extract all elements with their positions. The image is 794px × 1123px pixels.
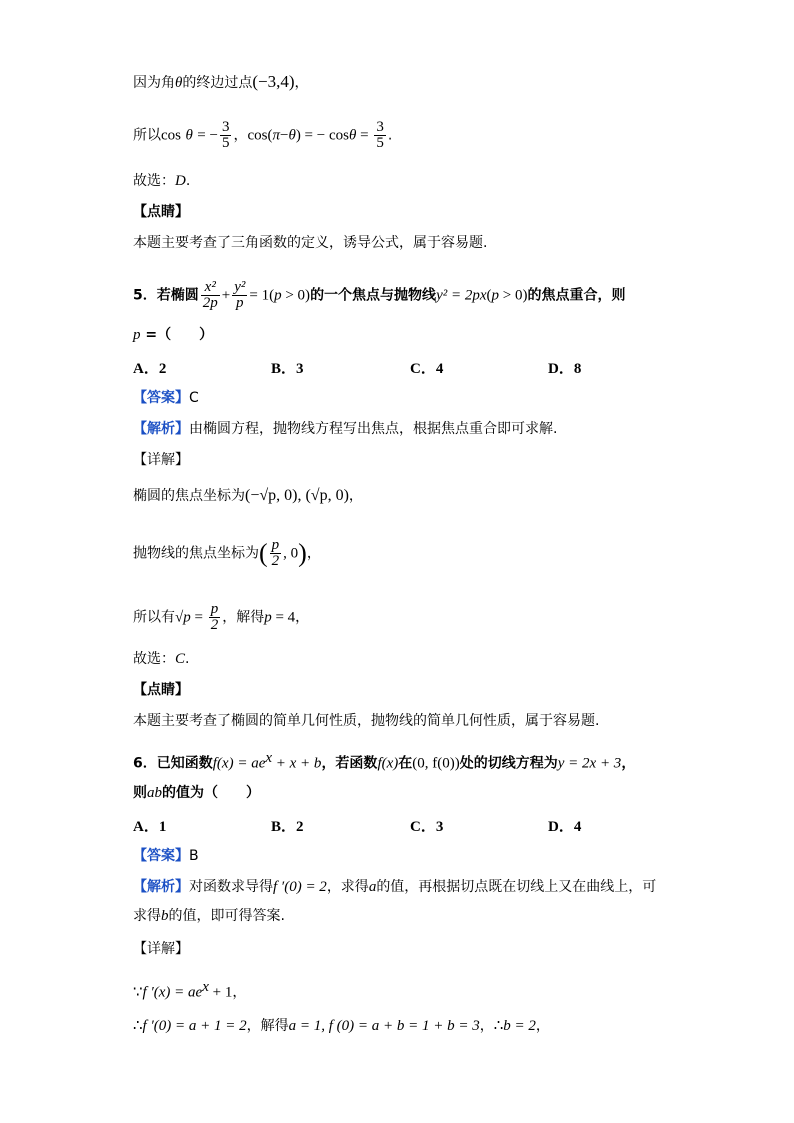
text: . [387,127,393,144]
text: 的焦点重合，则 [527,287,626,304]
math: y² = 2 [436,287,473,304]
math: b [161,908,169,924]
fraction [270,538,282,569]
math: > 0) [281,287,311,304]
question-6 [133,748,635,774]
analysis-tag: 【解析】 [133,879,189,895]
text: 本题主要考查了三角函数的定义，诱导公式，属于容易题. [133,235,488,251]
text: 求得 [133,908,161,924]
numerator: p [210,601,219,617]
question-6-cont [133,783,260,803]
math: p [264,609,272,626]
text: 的值为（ ） [162,785,260,801]
math: p [491,287,500,304]
option-c[interactable]: C．4 [410,361,444,377]
answer-line [133,388,199,408]
math: b = 2 [503,1018,536,1034]
math: ∵ [133,984,143,1001]
numerator: p [271,537,280,553]
text: ，求得 [326,879,369,895]
text: 抛物线的焦点坐标为 [133,545,259,562]
answer-line [133,846,199,866]
option-b[interactable]: B．3 [271,361,304,377]
math: − [279,127,289,144]
math: f ′(x) = ae [142,984,203,1001]
text: 【详解】 [133,452,189,468]
math: C [175,651,186,667]
option-b[interactable]: B．2 [271,819,304,835]
text-line [133,171,190,191]
math: ∴ [133,1018,143,1034]
math: = − [197,127,218,144]
paren-left: ( [259,538,268,568]
math: ) = − cos [295,127,349,144]
fraction [201,280,220,311]
denominator: p [236,295,244,311]
fraction [374,120,386,151]
math: + 1 [208,984,233,1001]
text: 所以 [133,127,161,144]
math: a [368,879,377,895]
option-a[interactable]: A．2 [133,361,167,377]
question-5-cont [133,325,213,345]
text: 本题主要考查了椭圆的简单几何性质，抛物线的简单几何性质，属于容易题. [133,713,600,729]
text: ， [348,488,363,504]
text-line [133,233,487,253]
text-line [133,486,363,506]
numerator: y² [234,279,246,295]
math: , 0 [283,545,299,562]
math: x [265,750,273,766]
math: y = 2x + 3 [557,755,622,772]
math: a = 1, f (0) = a + b = 1 + b = 3 [288,1018,480,1034]
text: 【点睛】 [133,682,189,698]
analysis-tag: 【解析】 [133,421,189,437]
text: 因为角 [133,75,175,91]
text-line [133,72,309,93]
math: x [202,979,209,995]
math: px [472,287,487,304]
math: = 1( [249,287,275,304]
math: θ [175,75,183,91]
math: ( [486,287,492,304]
paren-right: ) [298,538,307,568]
text: 所以有 [133,609,175,626]
section-heading [133,450,189,470]
numerator: x² [201,280,220,296]
math: θ [348,127,357,144]
text: ，解得 [222,609,265,626]
math: p [133,327,141,343]
text: ， [295,609,310,626]
text: . [185,173,191,189]
question-5 [133,280,625,311]
option-d[interactable]: D．4 [548,819,582,835]
fraction [209,602,221,633]
text: 【点睛】 [133,204,189,220]
text-line [133,977,246,1003]
text: 的值，再根据切点既在切线上又在曲线上，可 [376,879,657,895]
text-line [133,1016,550,1036]
denominator: 5 [376,135,384,151]
text: =（ ） [140,327,214,343]
text-line [133,711,599,731]
text: . [185,651,190,667]
section-heading [133,939,189,959]
text-line [133,602,309,633]
math: = [356,127,373,144]
fraction [220,120,232,151]
text: ，若函数 [321,755,378,772]
fraction [232,280,247,311]
math: θ [288,127,296,144]
math: θ [185,127,193,144]
answer-value: C [189,390,199,406]
option-c[interactable]: C．3 [410,819,444,835]
text: 【详解】 [133,941,189,957]
math: ∴ [493,1018,504,1034]
option-d[interactable]: D．8 [548,361,582,377]
text: ， [535,1018,550,1034]
text: ， [294,75,309,91]
math: > 0) [499,287,528,304]
answer-tag: 【答案】 [133,848,189,864]
math: p [274,287,282,304]
math: D [175,173,186,189]
text: 由椭圆方程，抛物线方程写出焦点，根据焦点重合即可求解. [189,421,558,437]
denominator: 2 [210,617,219,633]
text: ， [621,755,636,772]
text: 处的切线方程为 [459,755,558,772]
text: ， [479,1018,494,1034]
math: = [190,609,207,626]
text: 则 [133,785,147,801]
analysis-line [133,419,557,439]
math: + x + b [272,755,322,772]
text: 椭圆的焦点坐标为 [133,488,245,504]
denominator: 2 [271,553,280,569]
math: (−3,4) [252,72,295,91]
math: (0, f(0)) [412,755,460,772]
math: cos( [247,127,273,144]
math: f(x) [377,755,399,772]
math: (−√p, 0), (√p, 0) [245,487,349,504]
text: ， [232,984,247,1001]
analysis-line [133,906,285,926]
section-heading [133,680,189,700]
denominator: 5 [221,135,230,151]
answer-value: B [189,848,199,864]
option-a[interactable]: A．1 [133,819,167,835]
text: ， [233,127,248,144]
text-line [133,649,189,669]
math: f ′(0) = a + 1 = 2 [142,1018,247,1034]
text: 的一个焦点与抛物线 [310,287,437,304]
text: 在 [398,755,413,772]
numerator: 3 [221,119,230,135]
denominator: 2p [202,295,218,311]
analysis-line [133,877,656,897]
math: + [221,287,231,304]
math: f ′(0) = 2 [273,879,327,895]
text: 的值，即可得答案. [168,908,285,924]
text: 对函数求导得 [189,879,273,895]
math: π [272,127,280,144]
numerator: 3 [376,119,384,135]
text: 5．若椭圆 [133,287,199,304]
text: ，解得 [246,1018,289,1034]
text: 故选： [133,651,175,667]
math: cos [161,127,181,144]
text: 故选： [133,173,175,189]
math: ab [147,785,162,801]
text: 的终边过点 [182,75,253,91]
text-line [133,538,321,569]
math: √p [175,609,191,626]
text-line [133,120,392,151]
section-heading [133,202,189,222]
answer-tag: 【答案】 [133,390,189,406]
text: 6．已知函数 [133,755,213,772]
math: f(x) = ae [212,755,266,772]
text: ， [306,545,321,562]
math: = 4 [271,609,296,626]
